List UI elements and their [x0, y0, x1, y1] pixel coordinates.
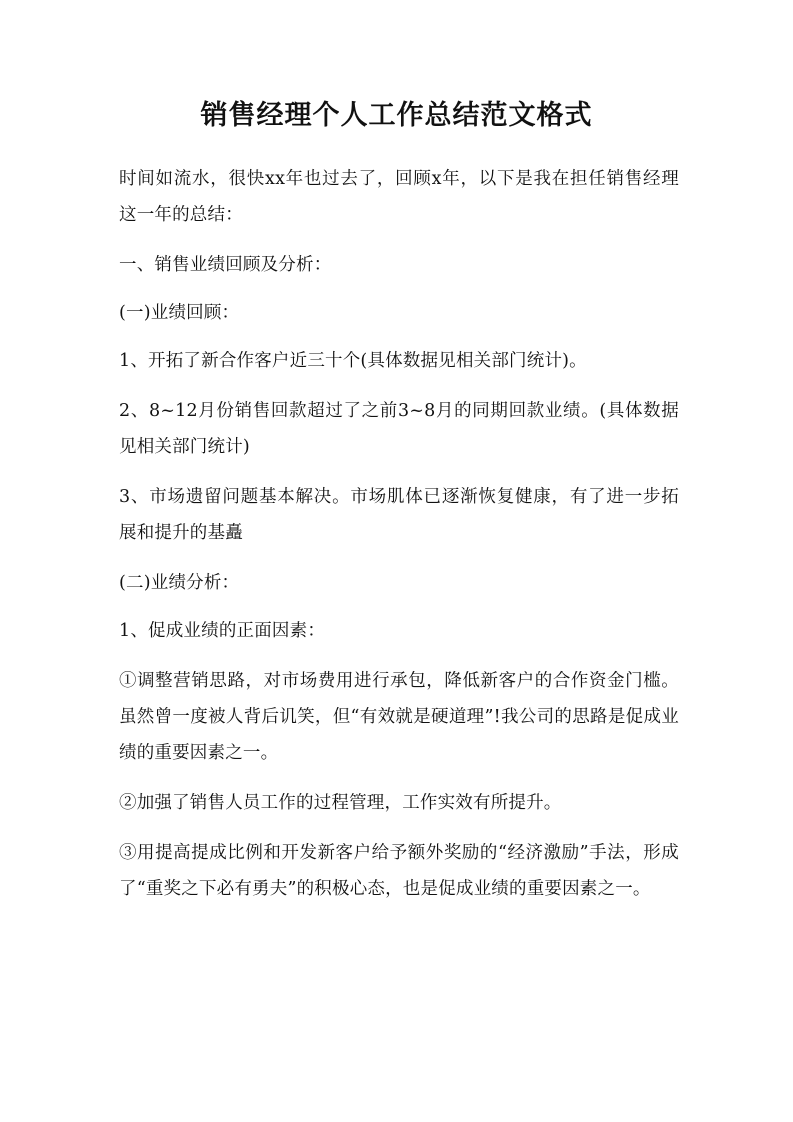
subsection-heading-review: (一)业绩回顾：	[119, 303, 240, 323]
factor-item-2: ②加强了销售人员工作的过程管理，工作实效有所提升。	[119, 793, 562, 813]
factor-item-1: ①调整营销思路，对市场费用进行承包，降低新客户的合作资金门槛。虽然曾一度被人背后讥笑，但“有效就是硬道理”!我公司的思路是促成业绩的重要因素之一。	[119, 671, 679, 763]
factor-item-3: ③用提高提成比例和开发新客户给予额外奖励的“经济激励”手法，形成了“重奖之下必有勇夫”的积极心态，也是促成业绩的重要因素之一。	[119, 843, 679, 899]
page-title: 销售经理个人工作总结范文格式	[200, 100, 593, 131]
subsection-heading-analysis: (二)业绩分析：	[119, 573, 240, 593]
review-item-2: 2、8~12月份销售回款超过了之前3~8月的同期回款业绩。(具体数据见相关部门统计)	[119, 401, 679, 457]
review-item-1: 1、开拓了新合作客户近三十个(具体数据见相关部门统计)。	[119, 351, 587, 371]
review-item-3: 3、市场遗留问题基本解决。市场肌体已逐渐恢复健康，有了进一步拓展和提升的基矗	[119, 487, 679, 543]
intro-paragraph: 时间如流水，很快xx年也过去了，回顾x年，以下是我在担任销售经理这一年的总结：	[119, 169, 679, 225]
section-heading-sales-review: 一、销售业绩回顾及分析：	[119, 255, 332, 275]
analysis-heading-positive-factors: 1、促成业绩的正面因素：	[119, 621, 326, 641]
